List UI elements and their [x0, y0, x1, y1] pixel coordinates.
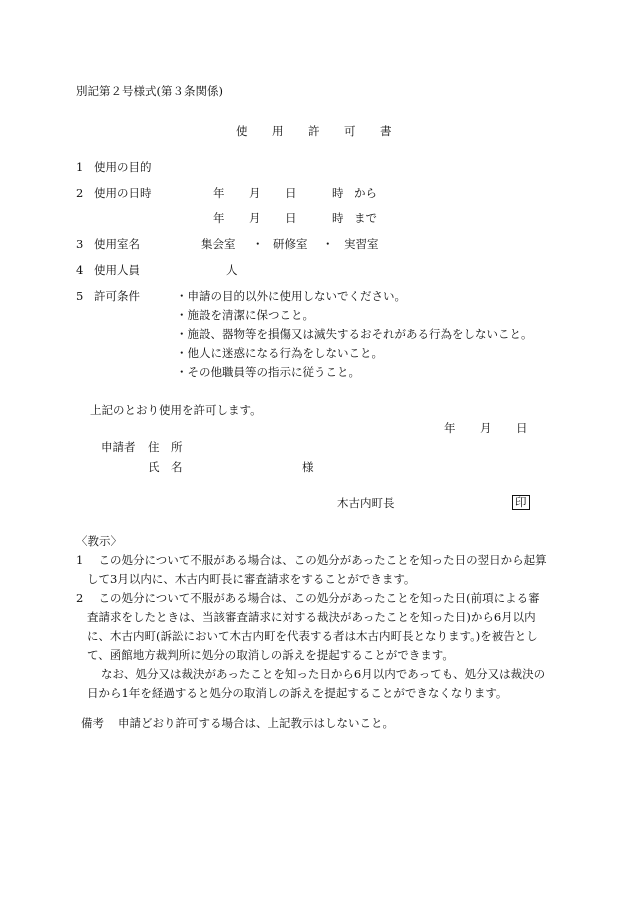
seal-mark: 印: [512, 495, 530, 510]
title-char: 用: [272, 124, 284, 138]
purpose-label: 使用の目的: [94, 160, 152, 174]
name-label: 氏 名: [148, 460, 183, 474]
notice-line: なお、処分又は裁決があったことを知った日から6月以内であっても、処分又は裁決の: [101, 667, 546, 681]
condition-item: ・その他職員等の指示に従うこと。: [176, 365, 360, 379]
condition-item: ・申請の目的以外に使用しないでください。: [176, 289, 406, 303]
day-field: 日: [285, 186, 297, 200]
year-field: 年: [213, 186, 225, 200]
notice-line: 査請求をしたときは、当該審査請求に対する裁決があったことを知った日)から6月以内: [87, 610, 536, 624]
notice-line: に、木古内町(訴訟において木古内町を代表する者は木古内町長となります。)を被告とし: [87, 629, 538, 643]
item-number: 1: [76, 160, 84, 174]
rooms-label: 使用室名: [94, 237, 140, 251]
notice-line: て、函館地方裁判所に処分の取消しの訴えを提起することができます。: [87, 648, 454, 662]
address-label: 住 所: [148, 440, 183, 454]
to-suffix: まで: [354, 211, 377, 225]
item-number: 3: [76, 237, 84, 251]
remarks-text: 申請どおり許可する場合は、上記教示はしないこと。: [118, 716, 394, 730]
separator: ・: [252, 237, 264, 251]
notice-line: 2 この処分について不服がある場合は、この処分があったことを知った日(前項による審: [76, 591, 540, 605]
persons-unit: 人: [226, 263, 238, 277]
separator: ・: [322, 237, 334, 251]
condition-item: ・施設、器物等を損傷又は滅失するおそれがある行為をしないこと。: [176, 327, 533, 341]
form-reference: 別記第２号様式(第３条関係): [76, 84, 223, 98]
notice-line: 1 この処分について不服がある場合は、この処分があったことを知った日の翌日から起算: [76, 553, 547, 567]
honorific: 様: [302, 460, 314, 474]
item-number: 4: [76, 263, 84, 277]
hour-field: 時: [332, 211, 344, 225]
issuer-title: 木古内町長: [337, 496, 395, 510]
notice-line: 日から1年を経過すると処分の取消しの訴えを提起することができなくなります。: [87, 686, 508, 700]
item-number: 2: [76, 186, 84, 200]
conditions-label: 許可条件: [94, 289, 140, 303]
month-field: 月: [249, 186, 261, 200]
item-number: 5: [76, 289, 84, 303]
condition-item: ・他人に迷惑になる行為をしないこと。: [176, 346, 383, 360]
year-field: 年: [444, 421, 456, 435]
title-char: 書: [380, 124, 392, 138]
room-option: 実習室: [344, 237, 379, 251]
datetime-label: 使用の日時: [94, 186, 152, 200]
month-field: 月: [480, 421, 492, 435]
applicant-label: 申請者: [101, 440, 136, 454]
day-field: 日: [285, 211, 297, 225]
title-char: 可: [344, 124, 356, 138]
year-field: 年: [213, 211, 225, 225]
approval-statement: 上記のとおり使用を許可します。: [90, 403, 262, 417]
notice-line: して3月以内に、木古内町長に審査請求をすることができます。: [87, 572, 416, 586]
day-field: 日: [516, 421, 528, 435]
room-option: 研修室: [273, 237, 308, 251]
remarks-label: 備考: [81, 716, 104, 730]
condition-item: ・施設を清潔に保つこと。: [176, 308, 314, 322]
title-char: 使: [236, 124, 248, 138]
persons-label: 使用人員: [94, 263, 140, 277]
from-suffix: から: [354, 186, 377, 200]
room-option: 集会室: [201, 237, 236, 251]
title-char: 許: [308, 124, 320, 138]
notice-heading: 〈教示〉: [76, 534, 122, 548]
month-field: 月: [249, 211, 261, 225]
hour-field: 時: [332, 186, 344, 200]
